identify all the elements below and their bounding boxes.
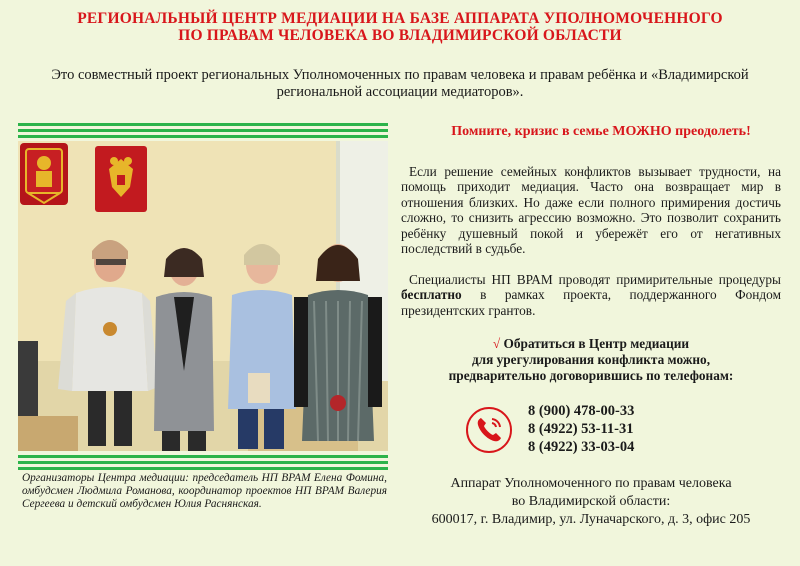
phone-number-3[interactable]: 8 (4922) 33-03-04 <box>528 439 635 455</box>
phone-icon <box>466 407 512 453</box>
contact-line-2: для урегулирования конфликта можно, <box>471 352 711 367</box>
office-address <box>401 475 781 529</box>
group-photo-illustration <box>18 141 388 451</box>
phone-list <box>528 402 634 456</box>
project-description <box>30 67 770 101</box>
phone-block <box>466 402 726 464</box>
green-stripes-left <box>18 123 388 138</box>
specialists-paragraph <box>401 272 781 319</box>
phone-number-1[interactable]: 8 (900) 478-00-33 <box>528 403 635 419</box>
title-line-1: РЕГИОНАЛЬНЫЙ ЦЕНТР МЕДИАЦИИ НА БАЗЕ АППАРАТА УПОЛНОМОЧЕННОГО <box>77 10 723 27</box>
info-column <box>401 124 781 384</box>
group-photo <box>18 141 388 451</box>
para2-after: в рамках проекта, поддержанного Фондом президентских грантов. <box>401 287 781 318</box>
para2-before: Специалисты НП ВРАМ проводят примирительные процедуры <box>409 271 781 287</box>
subtitle-line-2: региональной ассоциации медиаторов». <box>276 84 524 100</box>
contact-line-1: Обратиться в Центр медиации <box>500 336 690 351</box>
address-line-3: 600017, г. Владимир, ул. Луначарского, д. 3, офис 205 <box>431 512 751 527</box>
phone-number-2[interactable]: 8 (4922) 53-11-31 <box>528 421 634 437</box>
green-stripes-bottom <box>18 455 388 470</box>
page-title <box>0 10 800 44</box>
address-line-1: Аппарат Уполномоченного по правам человека <box>450 476 732 491</box>
contact-line-3: предварительно договорившись по телефонам: <box>448 368 734 383</box>
coat-of-arms-russia-icon <box>95 146 147 212</box>
subtitle-line-1: Это совместный проект региональных Уполномоченных по правам человека и правам ребёнка и «Владимирской <box>51 67 749 83</box>
free-emphasis: бесплатно <box>401 287 462 302</box>
coat-of-arms-vladimir-icon <box>20 143 68 205</box>
remember-heading: Помните, кризис в семье МОЖНО преодолеть! <box>451 124 751 139</box>
address-line-2: во Владимирской области: <box>511 494 671 509</box>
photo-caption: Организаторы Центра медиации: председатель НП ВРАМ Елена Фомина, омбудсмен Людмила Романова, координатор проектов НП ВРАМ Валерия Сергеева и детский омбудсмен Юлия Раснянская. <box>22 472 387 510</box>
contact-heading <box>401 336 781 384</box>
title-line-2: ПО ПРАВАМ ЧЕЛОВЕКА ВО ВЛАДИМИРСКОЙ ОБЛАСТИ <box>178 27 622 44</box>
mediation-paragraph: Если решение семейных конфликтов вызывает трудности, на помощь приходит медиация. Часто она возвращает мир в отношения близких. Но даже если полного примирения достичь сложно, то снизить агрессию возможно. Это позволит сохранить ребёнку душевный покой и убережёт его от негативных последствий в судьбе. <box>401 163 781 256</box>
checkmark-icon: √ <box>492 336 501 351</box>
